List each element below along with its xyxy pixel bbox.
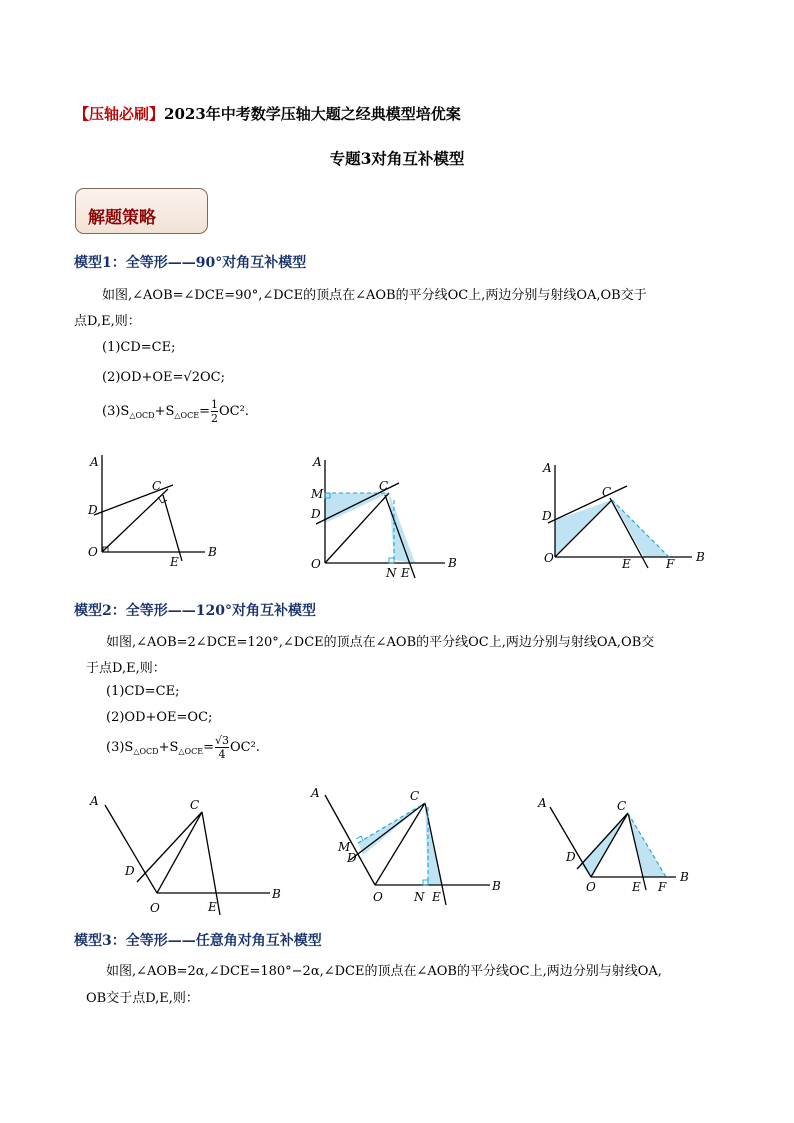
model2-figure-1 (105, 805, 270, 915)
m2f3-label-C: C (617, 799, 627, 813)
m1f3-label-F: F (666, 557, 675, 571)
model1-figure-2 (316, 460, 445, 578)
model1-desc-line1: 如图,∠AOB=∠DCE=90°,∠DCE的顶点在∠AOB的平分线OC上,两边分别与射线OA,OB交于 (102, 288, 647, 303)
model2-desc-line2: 于点D,E,则： (86, 661, 166, 676)
m1f3-label-A: A (543, 461, 552, 475)
m2f2-label-B: B (492, 879, 501, 893)
m2f2-label-O: O (373, 890, 383, 904)
model2-conclusion-3: $(3)S_{\triangle OCD}+S_{\triangle OCE}=$ $\frac{√3}{4}$ OC². (106, 734, 260, 761)
model2-figure-3 (550, 807, 676, 890)
m1f1-label-A: A (90, 455, 99, 469)
m2f2-label-C: C (410, 789, 420, 803)
m1f3-label-B: B (696, 550, 705, 564)
model3-heading: 模型3：全等形——任意角对角互补模型 (74, 933, 322, 949)
model2-conclusion-2: (2)OD+OE=OC; (106, 710, 213, 725)
m2f1-label-E: E (208, 900, 217, 914)
m2f3-label-A: A (538, 796, 547, 810)
model2-figures (70, 785, 770, 920)
strategy-badge (75, 188, 208, 234)
title-text: 2023年中考数学压轴大题之经典模型培优案 (164, 105, 461, 123)
m1f2-label-A: A (313, 455, 322, 469)
m1f2-label-O: O (311, 557, 321, 571)
m1f3-label-C: C (602, 485, 612, 499)
m2f2-label-E: E (432, 890, 441, 904)
m1f3-label-E: E (622, 557, 631, 571)
m1f2-label-E: E (401, 566, 410, 580)
topic-subtitle: 专题3对角互补模型 (329, 149, 465, 168)
model1-heading: 模型1：全等形——90°对角互补模型 (74, 255, 307, 271)
m1f2-label-C: C (379, 479, 389, 493)
model1-figure-3 (548, 465, 692, 568)
m1f3-label-D: D (542, 509, 552, 523)
model3-desc-line1: 如图,∠AOB=2α,∠DCE=180°−2α,∠DCE的顶点在∠AOB的平分线OC上,两边分别与射线OA, (106, 964, 662, 979)
m1f2-label-N: N (386, 566, 397, 580)
model1-figure-1 (94, 455, 205, 561)
m1f1-label-B: B (208, 545, 217, 559)
model2-conclusion-1: (1)CD=CE; (106, 684, 180, 699)
m2f3-label-O: O (586, 880, 596, 894)
m1f2-label-B: B (448, 556, 457, 570)
m1f3-label-O: O (544, 551, 554, 565)
model3-desc-line2: OB交于点D,E,则： (86, 991, 199, 1006)
m1f2-label-D: D (311, 507, 321, 521)
m2f2-label-M: M (338, 840, 351, 854)
m2f1-label-B: B (272, 887, 281, 901)
model1-conclusion-3: $(3)S_{\triangle OCD}+S_{\triangle OCE}=$ $\frac{1}{2}$ OC². (102, 398, 249, 425)
m2f2-label-A: A (311, 786, 320, 800)
m1f1-label-C: C (152, 479, 162, 493)
model1-figures (70, 450, 770, 580)
m2f1-label-A: A (90, 794, 99, 808)
model2-heading: 模型2：全等形——120°对角互补模型 (74, 603, 316, 619)
model1-desc-line2: 点D,E,则： (74, 314, 141, 329)
m2f3-label-F: F (658, 880, 667, 894)
m2f2-label-N: N (414, 890, 425, 904)
m2f1-label-D: D (125, 864, 135, 878)
m1f1-label-D: D (88, 503, 98, 517)
model1-conclusion-1: (1)CD=CE; (102, 340, 176, 355)
m2f1-label-C: C (190, 798, 200, 812)
strategy-badge-label: 解题策略 (88, 208, 156, 228)
title-bracket: 【压轴必刷】 (74, 105, 165, 123)
document-title (74, 103, 461, 124)
m1f1-label-O: O (88, 545, 98, 559)
model1-conclusion-2: (2)OD+OE=√2OC; (102, 370, 225, 385)
m2f1-label-O: O (150, 901, 160, 915)
m1f1-label-E: E (170, 555, 179, 569)
m2f2-label-D: D (347, 851, 357, 865)
m2f3-label-E: E (632, 880, 641, 894)
m2f3-label-D: D (566, 850, 576, 864)
m2f3-label-B: B (680, 870, 689, 884)
model2-desc-line1: 如图,∠AOB=2∠DCE=120°,∠DCE的顶点在∠AOB的平分线OC上,两边分别与射线OA,OB交 (106, 635, 655, 650)
m1f2-label-M: M (311, 487, 324, 501)
